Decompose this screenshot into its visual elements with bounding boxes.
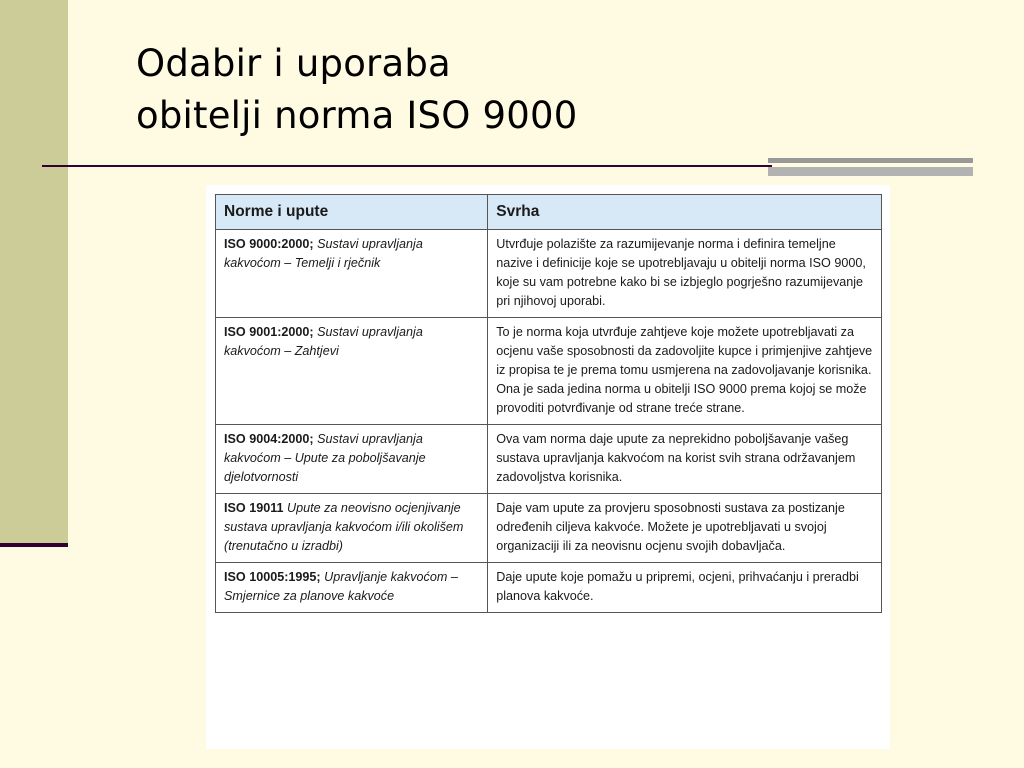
norms-table: [215, 194, 882, 613]
norm-title: Upute za neovisno ocjenjivanje sustava upravljanja kakvoćom i/ili okolišem (trenutačno u izradbi): [224, 501, 464, 553]
norm-code: ISO 10005:1995;: [224, 570, 321, 584]
purpose-cell: Utvrđuje polazište za razumijevanje norma i definira temeljne nazive i definicije koje se upotrebljavaju u obitelji norma ISO 9000, koje su vam potrebne kako bi se izbjeglo pogrješno razumijevanje pri njihovoj uporabi.: [488, 230, 882, 318]
grey-accent-stripe-bottom: [768, 167, 973, 176]
header-norms: Norme i upute: [216, 195, 488, 230]
slide-title: [136, 38, 577, 142]
table-row: [216, 230, 882, 318]
norm-cell: [216, 425, 488, 494]
norm-cell: [216, 230, 488, 318]
purpose-cell: Daje vam upute za provjeru sposobnosti sustava za postizanje određenih ciljeva kakvoće. Možete je upotrebljavati u svojoj organizaciji ili za neovisnu ocjenu svojih dobavljača.: [488, 494, 882, 563]
norm-code: ISO 9000:2000;: [224, 237, 314, 251]
slide-title-line-2: obitelji norma ISO 9000: [136, 94, 578, 137]
norm-code: ISO 19011: [224, 501, 284, 515]
table-header-row: [216, 195, 882, 230]
purpose-cell: Daje upute koje pomažu u pripremi, ocjeni, prihvaćanju i preradbi planova kakvoće.: [488, 563, 882, 613]
norm-title: Upravljanje kakvoćom – Smjernice za planove kakvoće: [224, 570, 458, 603]
norm-code: ISO 9001:2000;: [224, 325, 314, 339]
norm-cell: [216, 494, 488, 563]
grey-accent-stripe-top: [768, 158, 973, 163]
table-row: [216, 425, 882, 494]
norm-code: ISO 9004:2000;: [224, 432, 314, 446]
left-bar-rule: [0, 543, 68, 547]
norm-title: Sustavi upravljanja kakvoćom – Zahtjevi: [224, 325, 423, 358]
norm-title: Sustavi upravljanja kakvoćom – Temelji i rječnik: [224, 237, 423, 270]
title-divider: [42, 165, 772, 167]
grey-accent-bar: [768, 158, 973, 178]
table-row: [216, 494, 882, 563]
purpose-cell: Ova vam norma daje upute za neprekidno poboljšavanje vašeg sustava upravljanja kakvoćom na korist svih strana održavanjem zadovoljstva korisnika.: [488, 425, 882, 494]
left-decorative-bar: [0, 0, 68, 545]
slide-title-line-1: Odabir i uporaba: [136, 42, 451, 85]
table-row: [216, 318, 882, 425]
norm-cell: [216, 563, 488, 613]
header-purpose: Svrha: [488, 195, 882, 230]
norm-cell: [216, 318, 488, 425]
table-row: [216, 563, 882, 613]
norm-title: Sustavi upravljanja kakvoćom – Upute za poboljšavanje djelotvornosti: [224, 432, 426, 484]
purpose-cell: To je norma koja utvrđuje zahtjeve koje možete upotrebljavati za ocjenu vaše sposobnosti da zadovoljite kupce i primjenjive zahtjeve iz propisa te je prema tomu usmjerena na zadovoljavanje korisnika. Ona je sada jedina norma u obitelji ISO 9000 prema kojoj se može provoditi potvrđivanje od strane treće strane.: [488, 318, 882, 425]
table-panel: [206, 185, 890, 749]
